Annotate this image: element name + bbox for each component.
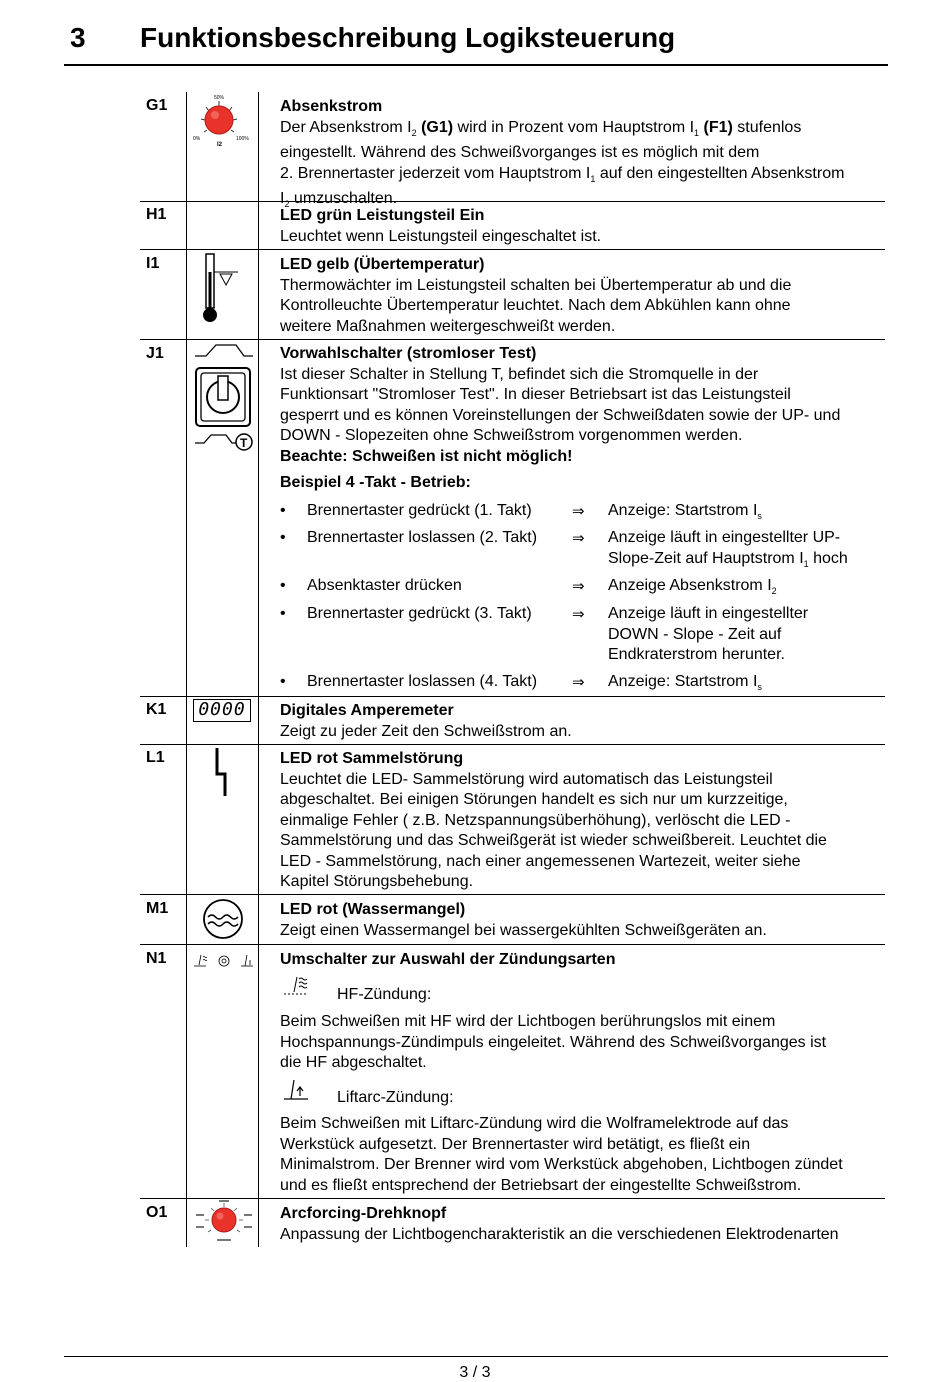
row-g1-text bbox=[280, 97, 885, 215]
row-j1-example-title bbox=[280, 473, 885, 494]
subscript: 2 bbox=[284, 199, 290, 210]
knob-scale-left: 0% bbox=[193, 136, 201, 142]
subscript: 2 bbox=[771, 586, 777, 597]
text-part: Anzeige: Startstrom I bbox=[608, 673, 758, 690]
slope-on-icon bbox=[194, 342, 254, 358]
row-code-k1: K1 bbox=[146, 701, 167, 718]
fault-lightning-icon bbox=[212, 746, 232, 800]
row-j1-line: DOWN - Slopezeiten ohne Schweißstrom vorgenommen werden. bbox=[280, 427, 743, 444]
bullet-mark: • bbox=[280, 502, 286, 519]
row-m1-text bbox=[280, 900, 885, 941]
text-part: DOWN - Slope - Zeit auf bbox=[608, 625, 782, 643]
footer-rule bbox=[64, 1356, 888, 1357]
text-part: auf den eingestellten Absenkstrom bbox=[595, 164, 845, 182]
text-part: wird in Prozent vom Hauptstrom I bbox=[453, 118, 695, 136]
row-n1-title: Umschalter zur Auswahl der Zündungsarten bbox=[280, 951, 616, 968]
liftarc-line: Beim Schweißen mit Liftarc-Zündung wird die Wolframelektrode auf das bbox=[280, 1115, 789, 1132]
bullet-mark: • bbox=[280, 605, 286, 622]
row-separator bbox=[140, 744, 885, 745]
ammeter-display-icon bbox=[193, 699, 251, 722]
row-m1-title: LED rot (Wassermangel) bbox=[280, 901, 466, 918]
row-h1-body: Leuchtet wenn Leistungsteil eingeschaltet ist. bbox=[280, 227, 602, 245]
subscript: 2 bbox=[411, 127, 417, 138]
row-l1-line: Kapitel Störungsbehebung. bbox=[280, 873, 474, 890]
row-g1-line bbox=[280, 118, 885, 144]
row-i1-text bbox=[280, 255, 885, 337]
row-l1-line: Sammelstörung und das Schweißgerät ist wieder schweißbereit. Leuchtet die bbox=[280, 832, 827, 849]
row-separator bbox=[140, 339, 885, 340]
row-k1-body: Zeigt zu jeder Zeit den Schweißstrom an. bbox=[280, 722, 572, 740]
liftarc-line: und es fließt entsprechend der Betriebsart der eingestellte Schweißstrom. bbox=[280, 1176, 802, 1194]
text-part: (F1) bbox=[699, 118, 733, 136]
row-j1-line: Funktionsart "Stromloser Test". In dieser Betriebsart ist das Leistungsteil bbox=[280, 386, 791, 403]
row-k1-text bbox=[280, 701, 885, 742]
step-result bbox=[608, 501, 888, 527]
text-part: I bbox=[280, 190, 285, 208]
knob-label: I2 bbox=[217, 142, 223, 148]
row-j1-title: Vorwahlschalter (stromloser Test) bbox=[280, 345, 537, 362]
text-part: (G1) bbox=[416, 118, 454, 136]
step-result bbox=[608, 576, 888, 602]
text-line bbox=[608, 549, 888, 575]
liftarc-line: Minimalstrom. Der Brenner wird vom Werkstück abgehoben, Lichtbogen zündet bbox=[280, 1156, 843, 1173]
column-divider-right bbox=[258, 92, 259, 1247]
step-action: Absenktaster drücken bbox=[307, 577, 462, 594]
step-action: Brennertaster loslassen (4. Takt) bbox=[307, 673, 538, 690]
step-action: Brennertaster loslassen (2. Takt) bbox=[307, 529, 538, 546]
row-code-l1: L1 bbox=[146, 749, 165, 766]
water-shortage-icon bbox=[201, 897, 245, 941]
liftarc-label: Liftarc-Zündung: bbox=[337, 1089, 454, 1106]
text-part: umzuschalten. bbox=[289, 190, 398, 208]
row-separator bbox=[140, 249, 885, 250]
row-j1-line: Ist dieser Schalter in Stellung T, befindet sich die Stromquelle in der bbox=[280, 365, 759, 383]
example-title: Beispiel 4 -Takt - Betrieb: bbox=[280, 474, 471, 491]
bullet-mark: • bbox=[280, 577, 286, 594]
text-part: hoch bbox=[808, 549, 848, 567]
row-h1-text bbox=[280, 206, 885, 247]
implies-arrow: ⇒ bbox=[572, 502, 585, 520]
row-k1-title: Digitales Amperemeter bbox=[280, 702, 454, 719]
display-digits: 0000 bbox=[198, 699, 246, 720]
row-o1-body: Anpassung der Lichtbogencharakteristik an die verschiedenen Elektrodenarten bbox=[280, 1225, 839, 1243]
knob-scale-top: 50% bbox=[214, 95, 225, 101]
step-action: Brennertaster gedrückt (1. Takt) bbox=[307, 502, 532, 519]
step-result bbox=[608, 528, 888, 574]
hf-label: HF-Zündung: bbox=[337, 986, 432, 1003]
row-n1-title-block bbox=[280, 950, 885, 971]
row-l1-line: Leuchtet die LED- Sammelstörung wird automatisch das Leistungsteil bbox=[280, 770, 773, 788]
row-l1-title: LED rot Sammelstörung bbox=[280, 750, 464, 767]
row-l1-line: einmalige Fehler ( z.B. Netzspannungsüberhöhung), verlöscht die LED - bbox=[280, 811, 791, 829]
row-code-h1: H1 bbox=[146, 206, 167, 223]
subscript: s bbox=[757, 682, 762, 693]
ignition-selector-icon bbox=[193, 952, 255, 970]
text-part: Anzeige Absenkstrom I bbox=[608, 577, 772, 594]
knob-icon bbox=[192, 92, 254, 150]
row-separator bbox=[140, 944, 885, 945]
row-o1-title: Arcforcing-Drehknopf bbox=[280, 1205, 447, 1222]
row-l1-line: LED - Sammelstörung, nach einer angemessenen Wartezeit, weiter siehe bbox=[280, 852, 801, 870]
section-number: 3 bbox=[70, 22, 86, 53]
text-part: stufenlos bbox=[732, 118, 802, 136]
hf-line: Beim Schweißen mit HF wird der Lichtbogen berührungslos mit einem bbox=[280, 1013, 776, 1030]
row-separator bbox=[140, 894, 885, 895]
row-h1-title: LED grün Leistungsteil Ein bbox=[280, 207, 485, 224]
liftarc-label-block bbox=[337, 1088, 737, 1109]
row-code-o1: O1 bbox=[146, 1204, 168, 1221]
row-i1-line: Kontrolleuchte Übertemperatur leuchtet. Nach dem Abkühlen kann ohne bbox=[280, 297, 791, 314]
hf-ignition-icon bbox=[282, 974, 312, 998]
bullet-mark: • bbox=[280, 673, 286, 690]
text-part: Endkraterstrom herunter. bbox=[608, 646, 785, 663]
row-j1-text bbox=[280, 344, 885, 467]
subscript: s bbox=[757, 511, 762, 522]
liftarc-line: Werkstück aufgesetzt. Der Brennertaster wird betätigt, es fließt ein bbox=[280, 1135, 751, 1153]
text-part: Der Absenkstrom I bbox=[280, 118, 412, 136]
text-part: Anzeige: Startstrom I bbox=[608, 502, 758, 519]
hf-line: die HF abgeschaltet. bbox=[280, 1054, 427, 1071]
liftarc-description bbox=[280, 1114, 885, 1196]
subscript: 1 bbox=[803, 558, 809, 569]
row-separator bbox=[140, 1198, 885, 1199]
row-i1-line: Thermowächter im Leistungsteil schalten bei Übertemperatur ab und die bbox=[280, 276, 792, 294]
page-number: 3 / 3 bbox=[459, 1364, 491, 1381]
step-result bbox=[608, 672, 888, 698]
row-m1-body: Zeigt einen Wassermangel bei wassergekühlten Schweißgeräten an. bbox=[280, 921, 767, 939]
row-g1-line: eingestellt. Während des Schweißvorganges ist es möglich mit dem bbox=[280, 144, 760, 162]
arcforcing-knob-icon bbox=[193, 1200, 255, 1244]
text-part: Anzeige läuft in eingestellter UP- bbox=[608, 529, 841, 546]
text-part: Slope-Zeit auf Hauptstrom I bbox=[608, 549, 804, 567]
thermometer-icon bbox=[198, 252, 242, 326]
subscript: 1 bbox=[590, 173, 596, 184]
selector-switch-icon bbox=[194, 366, 252, 428]
row-j1-note: Beachte: Schweißen ist nicht möglich! bbox=[280, 447, 573, 465]
text-part: 2. Brennertaster jederzeit vom Hauptstrom I bbox=[280, 164, 591, 182]
text-part: Anzeige läuft in eingestellter bbox=[608, 605, 809, 622]
header-rule bbox=[64, 64, 888, 66]
liftarc-ignition-icon bbox=[282, 1077, 312, 1103]
row-code-i1: I1 bbox=[146, 255, 160, 272]
page-title: Funktionsbeschreibung Logiksteuerung bbox=[140, 22, 676, 53]
row-l1-line: abgeschaltet. Bei einigen Störungen handelt es sich nur um kurzzeitige, bbox=[280, 791, 788, 808]
row-l1-text bbox=[280, 749, 885, 893]
row-j1-line: gesperrt und es können Voreinstellungen der Schweißdaten sowie der UP- und bbox=[280, 406, 841, 424]
test-letter: T bbox=[240, 436, 248, 450]
hf-description bbox=[280, 1012, 885, 1074]
row-code-n1: N1 bbox=[146, 950, 167, 967]
row-i1-line: weitere Maßnahmen weitergeschweißt werden. bbox=[280, 317, 616, 335]
step-result bbox=[608, 604, 888, 666]
step-action: Brennertaster gedrückt (3. Takt) bbox=[307, 605, 532, 622]
knob-scale-right: 100% bbox=[236, 136, 249, 142]
implies-arrow: ⇒ bbox=[572, 529, 585, 547]
row-o1-text bbox=[280, 1204, 885, 1245]
implies-arrow: ⇒ bbox=[572, 673, 585, 691]
row-code-g1: G1 bbox=[146, 97, 168, 114]
row-i1-title: LED gelb (Übertemperatur) bbox=[280, 256, 485, 273]
bullet-mark: • bbox=[280, 529, 286, 546]
row-code-m1: M1 bbox=[146, 900, 169, 917]
implies-arrow: ⇒ bbox=[572, 605, 585, 623]
hf-label-block bbox=[337, 985, 737, 1006]
row-g1-title: Absenkstrom bbox=[280, 98, 383, 115]
row-code-j1: J1 bbox=[146, 345, 164, 362]
row-g1-line bbox=[280, 164, 885, 190]
implies-arrow: ⇒ bbox=[572, 577, 585, 595]
slope-test-icon bbox=[194, 430, 256, 452]
hf-line: Hochspannungs-Zündimpuls eingeleitet. Während des Schweißvorganges ist bbox=[280, 1033, 827, 1051]
subscript: 1 bbox=[694, 127, 700, 138]
column-divider-left bbox=[186, 92, 187, 1247]
